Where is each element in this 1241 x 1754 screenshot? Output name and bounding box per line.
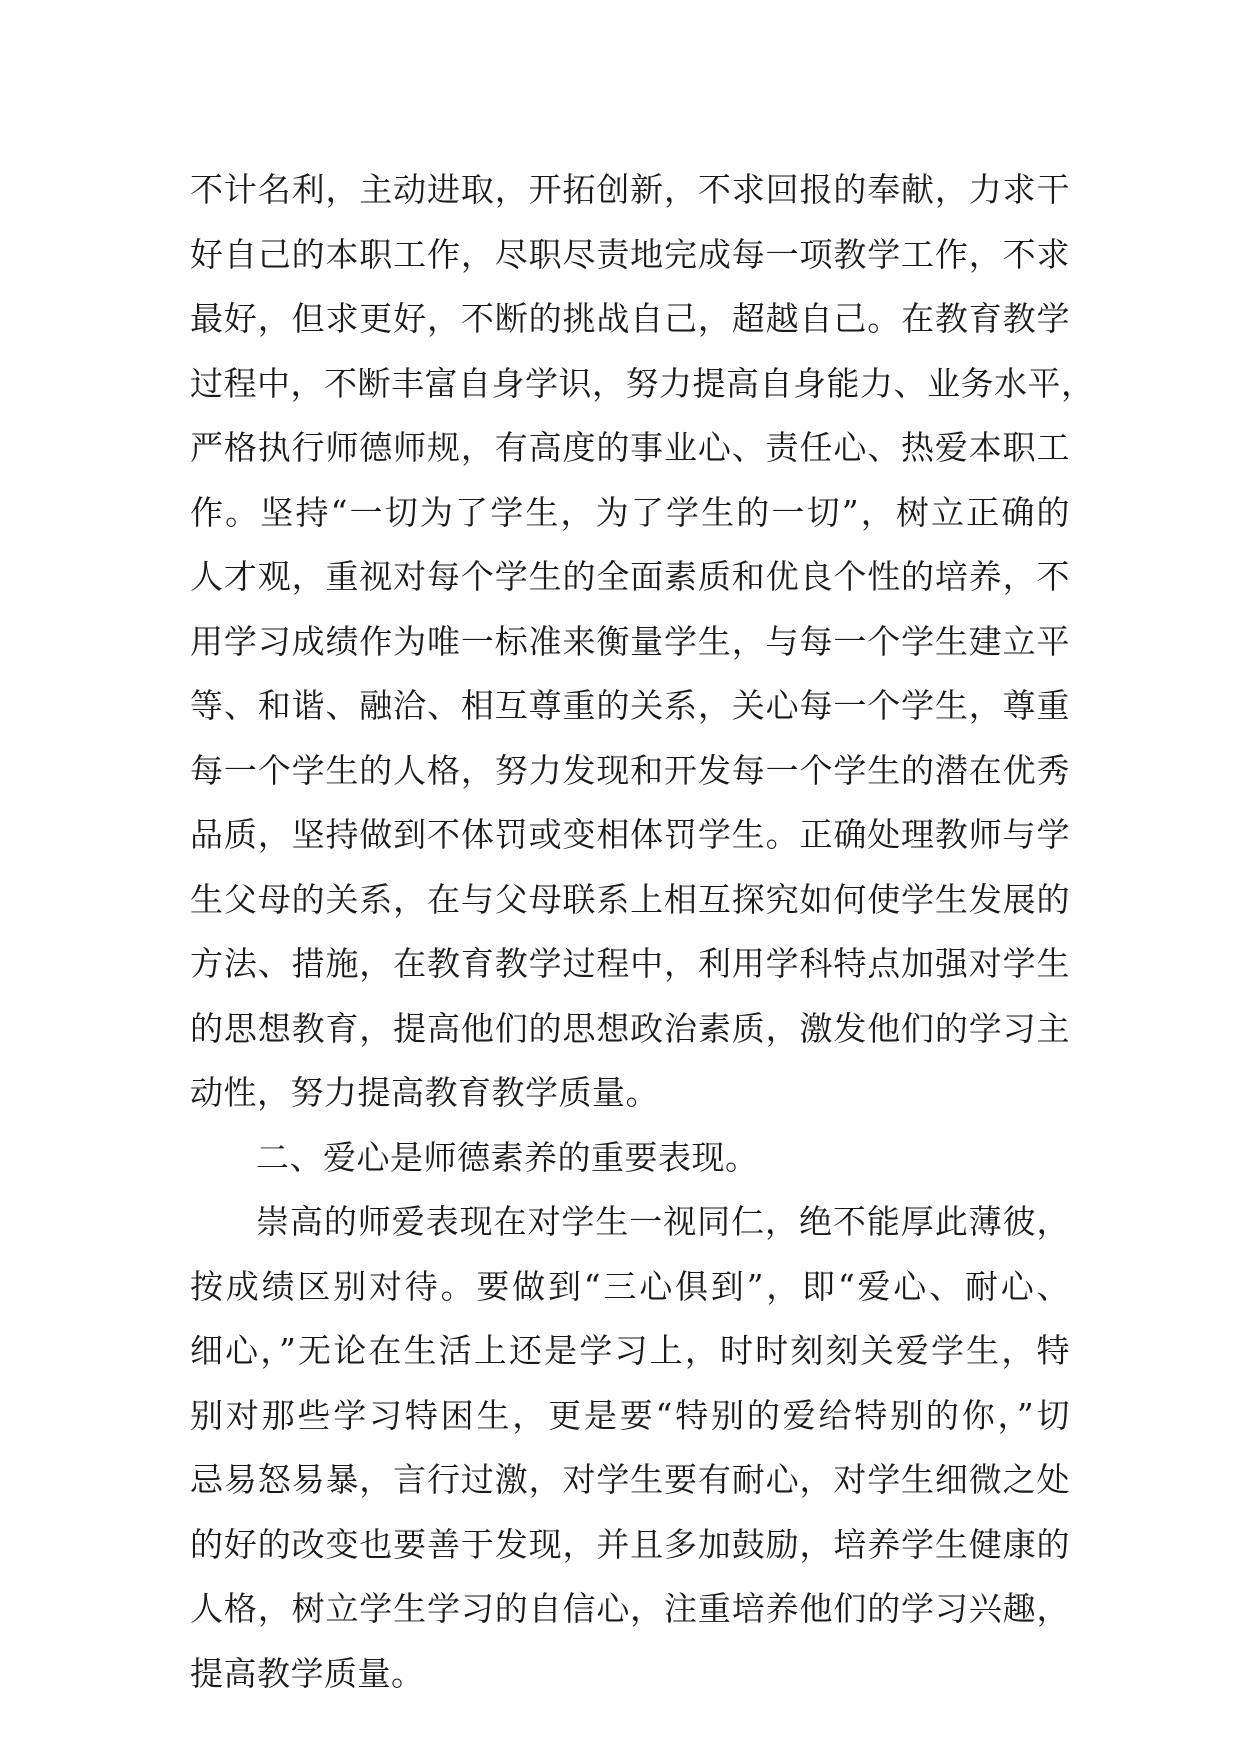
text-line: 别对那些学习特困生，更是要“特别的爱给特别的你，”切 <box>190 1395 1070 1435</box>
text-line: 过程中，不断丰富自身学识，努力提高自身能力、业务水平， <box>190 363 1095 403</box>
text-line: 每一个学生的人格，努力发现和开发每一个学生的潜在优秀 <box>190 750 1070 790</box>
text-line: 提高教学质量。 <box>190 1653 425 1693</box>
text-line: 的思想教育，提高他们的思想政治素质，激发他们的学习主 <box>190 1008 1070 1048</box>
text-line: 品质，坚持做到不体罚或变相体罚学生。正确处理教师与学 <box>190 815 1070 854</box>
body-text <box>190 158 1095 1706</box>
text-line: 用学习成绩作为唯一标准来衡量学生，与每一个学生建立平 <box>190 621 1070 661</box>
text-line: 严格执行师德师规，有高度的事业心、责任心、热爱本职工 <box>190 428 1070 467</box>
text-line: 方法、措施，在教育教学过程中，利用学科特点加强对学生 <box>190 944 1070 983</box>
text-line: 细心，”无论在生活上还是学习上，时时刻刻关爱学生，特 <box>190 1331 1070 1370</box>
text-line: 不计名利，主动进取，开拓创新，不求回报的奉献，力求干 <box>190 170 1070 209</box>
text-line: 崇高的师爱表现在对学生一视同仁，绝不能厚此薄彼， <box>256 1202 1070 1241</box>
section-heading: 二、爱心是师德素养的重要表现。 <box>256 1137 759 1177</box>
text-line: 最好，但求更好，不断的挑战自己，超越自己。在教育教学 <box>190 299 1070 338</box>
text-line: 按成绩区别对待。要做到“三心俱到”，即“爱心、耐心、 <box>190 1266 1070 1306</box>
text-line: 生父母的关系，在与父母联系上相互探究如何使学生发展的 <box>190 879 1070 919</box>
text-line: 动性，努力提高教育教学质量。 <box>190 1073 659 1112</box>
text-line: 人才观，重视对每个学生的全面素质和优良个性的培养，不 <box>190 557 1070 596</box>
text-line: 好自己的本职工作，尽职尽责地完成每一项教学工作，不求 <box>190 234 1070 274</box>
text-line: 人格，树立学生学习的自信心，注重培养他们的学习兴趣， <box>190 1589 1070 1628</box>
text-line: 的好的改变也要善于发现，并且多加鼓励，培养学生健康的 <box>190 1524 1070 1564</box>
text-line: 作。坚持“一切为了学生，为了学生的一切”，树立正确的 <box>190 492 1070 532</box>
text-line: 忌易怒易暴，言行过激，对学生要有耐心，对学生细微之处 <box>190 1460 1070 1499</box>
text-line: 等、和谐、融洽、相互尊重的关系，关心每一个学生，尊重 <box>190 686 1070 725</box>
